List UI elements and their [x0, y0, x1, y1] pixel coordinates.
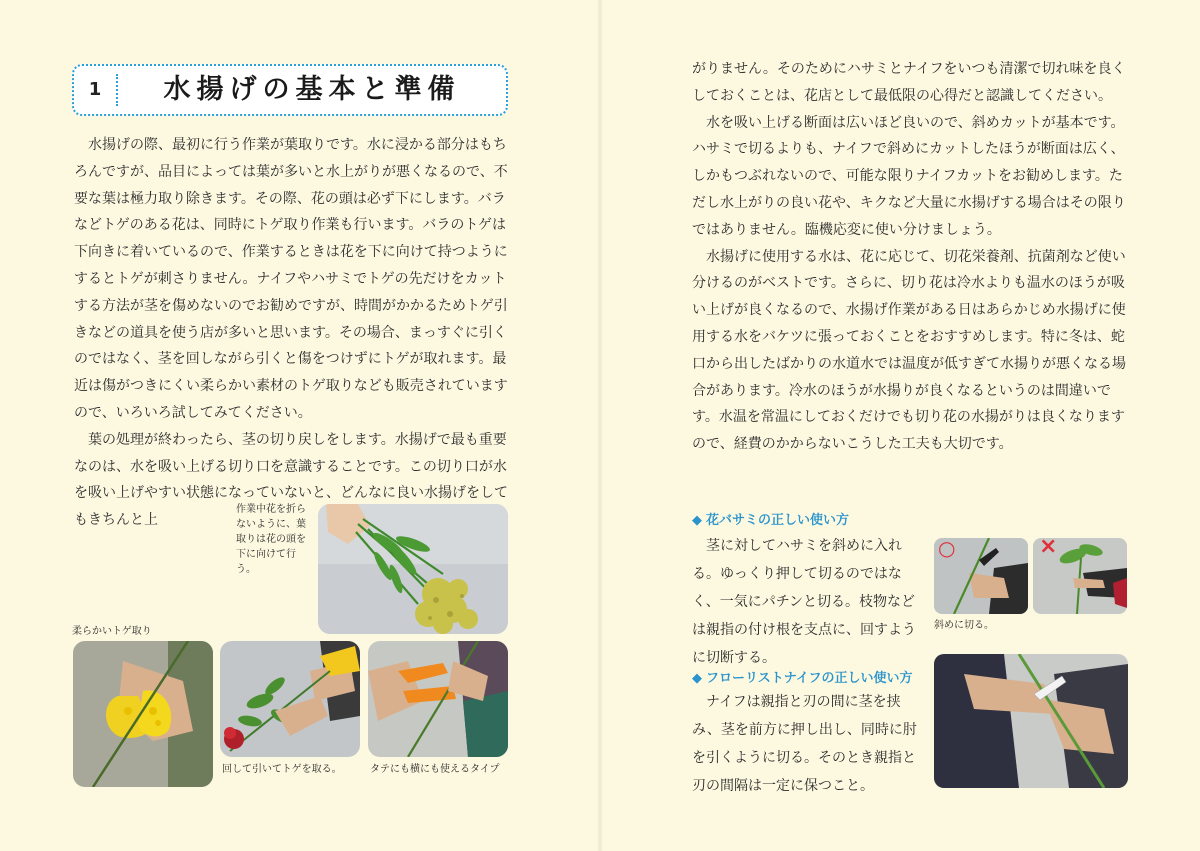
right-paragraph-3: 水揚げに使用する水は、花に応じて、切花栄養剤、抗菌剤など使い分けるのがベストです。さらに、切り花は冷水よりも温水のほうが吸い上げが良くなるので、水揚げ作業がある日はあらかじめ水揚げに使用する水をバケツに張っておくことをおすすめします。特に冬は、蛇口から出したばかりの水道水では温度が低すぎて水揚りが悪くなる場合があります。冷水のほうが水揚りが良くなるというのは間違いです。水温を常温にしておくだけでも切り花の水揚がりは良くなりますので、経費のかからないこうした工夫も大切です。 [692, 248, 1126, 453]
scissors-section-body [692, 532, 924, 672]
label-soft-thorn-remover: 柔らかいトゲ取り [72, 626, 152, 637]
photo-rose-thorn-removal [220, 641, 360, 757]
right-body-text [692, 56, 1132, 458]
knife-section-title-text: フローリストナイフの正しい使い方 [706, 671, 913, 686]
caption-scissors-photo: 斜めに切る。 [934, 620, 994, 631]
scissors-section-text: 茎に対してハサミを斜めに入れる。ゆっくり押して切るのではなく、一気にパチンと切る。枝物などは親指の付け根を支点に、回すように切断する。 [692, 538, 916, 666]
versatile-thorn-tool-image [368, 641, 508, 757]
left-paragraph-2: 葉の処理が終わったら、茎の切り戻しをします。水揚げで最も重要なのは、水を吸い上げる切り口を意識することです。この切り口が水を吸い上げやすい状態になっていないと、どんなに良い水揚げをしてもきちんと上 [74, 431, 508, 529]
section-number: 1 [88, 79, 102, 100]
photo-soft-thorn-remover [73, 641, 213, 787]
leaf-stripping-image [318, 504, 508, 634]
caption-rose-photo: 回して引いてトゲを取る。 [222, 764, 342, 775]
bad-mark: × [1039, 538, 1058, 559]
caption-main-photo: 作業中花を折らないように、葉取りは花の頭を下に向けて行う。 [236, 504, 306, 575]
photo-versatile-thorn-tool [368, 641, 508, 757]
photo-florist-knife [934, 654, 1128, 788]
knife-section-marker: ◆ [692, 671, 702, 686]
photo-scissors-wrong [1033, 538, 1127, 614]
knife-section-body [692, 688, 924, 800]
section-title: 水揚げの基本と準備 [163, 74, 461, 105]
right-paragraph-2: 水を吸い上げる断面は広いほど良いので、斜めカットが基本です。ハサミで切るよりも、ナイフで斜めにカットしたほうが断面は広く、しかもつぶれないので、可能な限りナイフカットをお勧めします。ただし水上がりの良い花や、キクなど大量に水揚げする場合はその限りではありません。臨機応変に使い分けましょう。 [692, 114, 1126, 238]
caption-tool-photo: タテにも横にも使えるタイプ [370, 764, 500, 775]
scissors-section-title [692, 509, 849, 528]
right-paragraph-1: がりません。そのためにハサミとナイフをいつも清潔で切れ味を良くしておくことは、花店として最低限の心得だと認識してください。 [692, 61, 1126, 104]
left-paragraph-1: 水揚げの際、最初に行う作業が葉取りです。水に浸かる部分はもちろんですが、品目によっては葉が多いと水上がりが悪くなるので、不要な葉は極力取り除きます。その際、花の頭は必ず下にします。バラなどトゲのある花は、同時にトゲ取り作業も行います。バラのトゲは下向きに着いているので、作業するときは花を下に向けて持つようにするとトゲが刺さりません。ナイフやハサミでトゲの先だけをカットする方法が茎を傷めないのでお勧めですが、時間がかかるためトゲ引きなどの道具を使う店が多いと思います。その場合、まっすぐに引くのではなく、茎を回しながら引くと傷をつけずにトゲが取れます。最近は傷がつきにくい柔らかい素材のトゲ取りなども販売されていますので、いろいろ試してみてください。 [74, 137, 508, 421]
knife-section-text: ナイフは親指と刃の間に茎を挟み、茎を前方に押し出し、同時に肘を引くように切る。そのとき親指と刃の間隔は一定に保つこと。 [692, 694, 917, 794]
photo-scissors-correct [934, 538, 1028, 614]
left-body-text [74, 132, 510, 534]
soft-thorn-remover-image [73, 641, 213, 787]
scissors-section-marker: ◆ [692, 513, 702, 528]
florist-knife-image [934, 654, 1128, 788]
rose-thorn-removal-image [220, 641, 360, 757]
section-heading [72, 64, 508, 116]
photo-leaf-stripping [318, 504, 508, 634]
scissors-section-title-text: 花バサミの正しい使い方 [706, 513, 850, 528]
good-mark: ○ [938, 538, 956, 560]
knife-section-title [692, 667, 912, 686]
page-gutter [597, 0, 603, 851]
